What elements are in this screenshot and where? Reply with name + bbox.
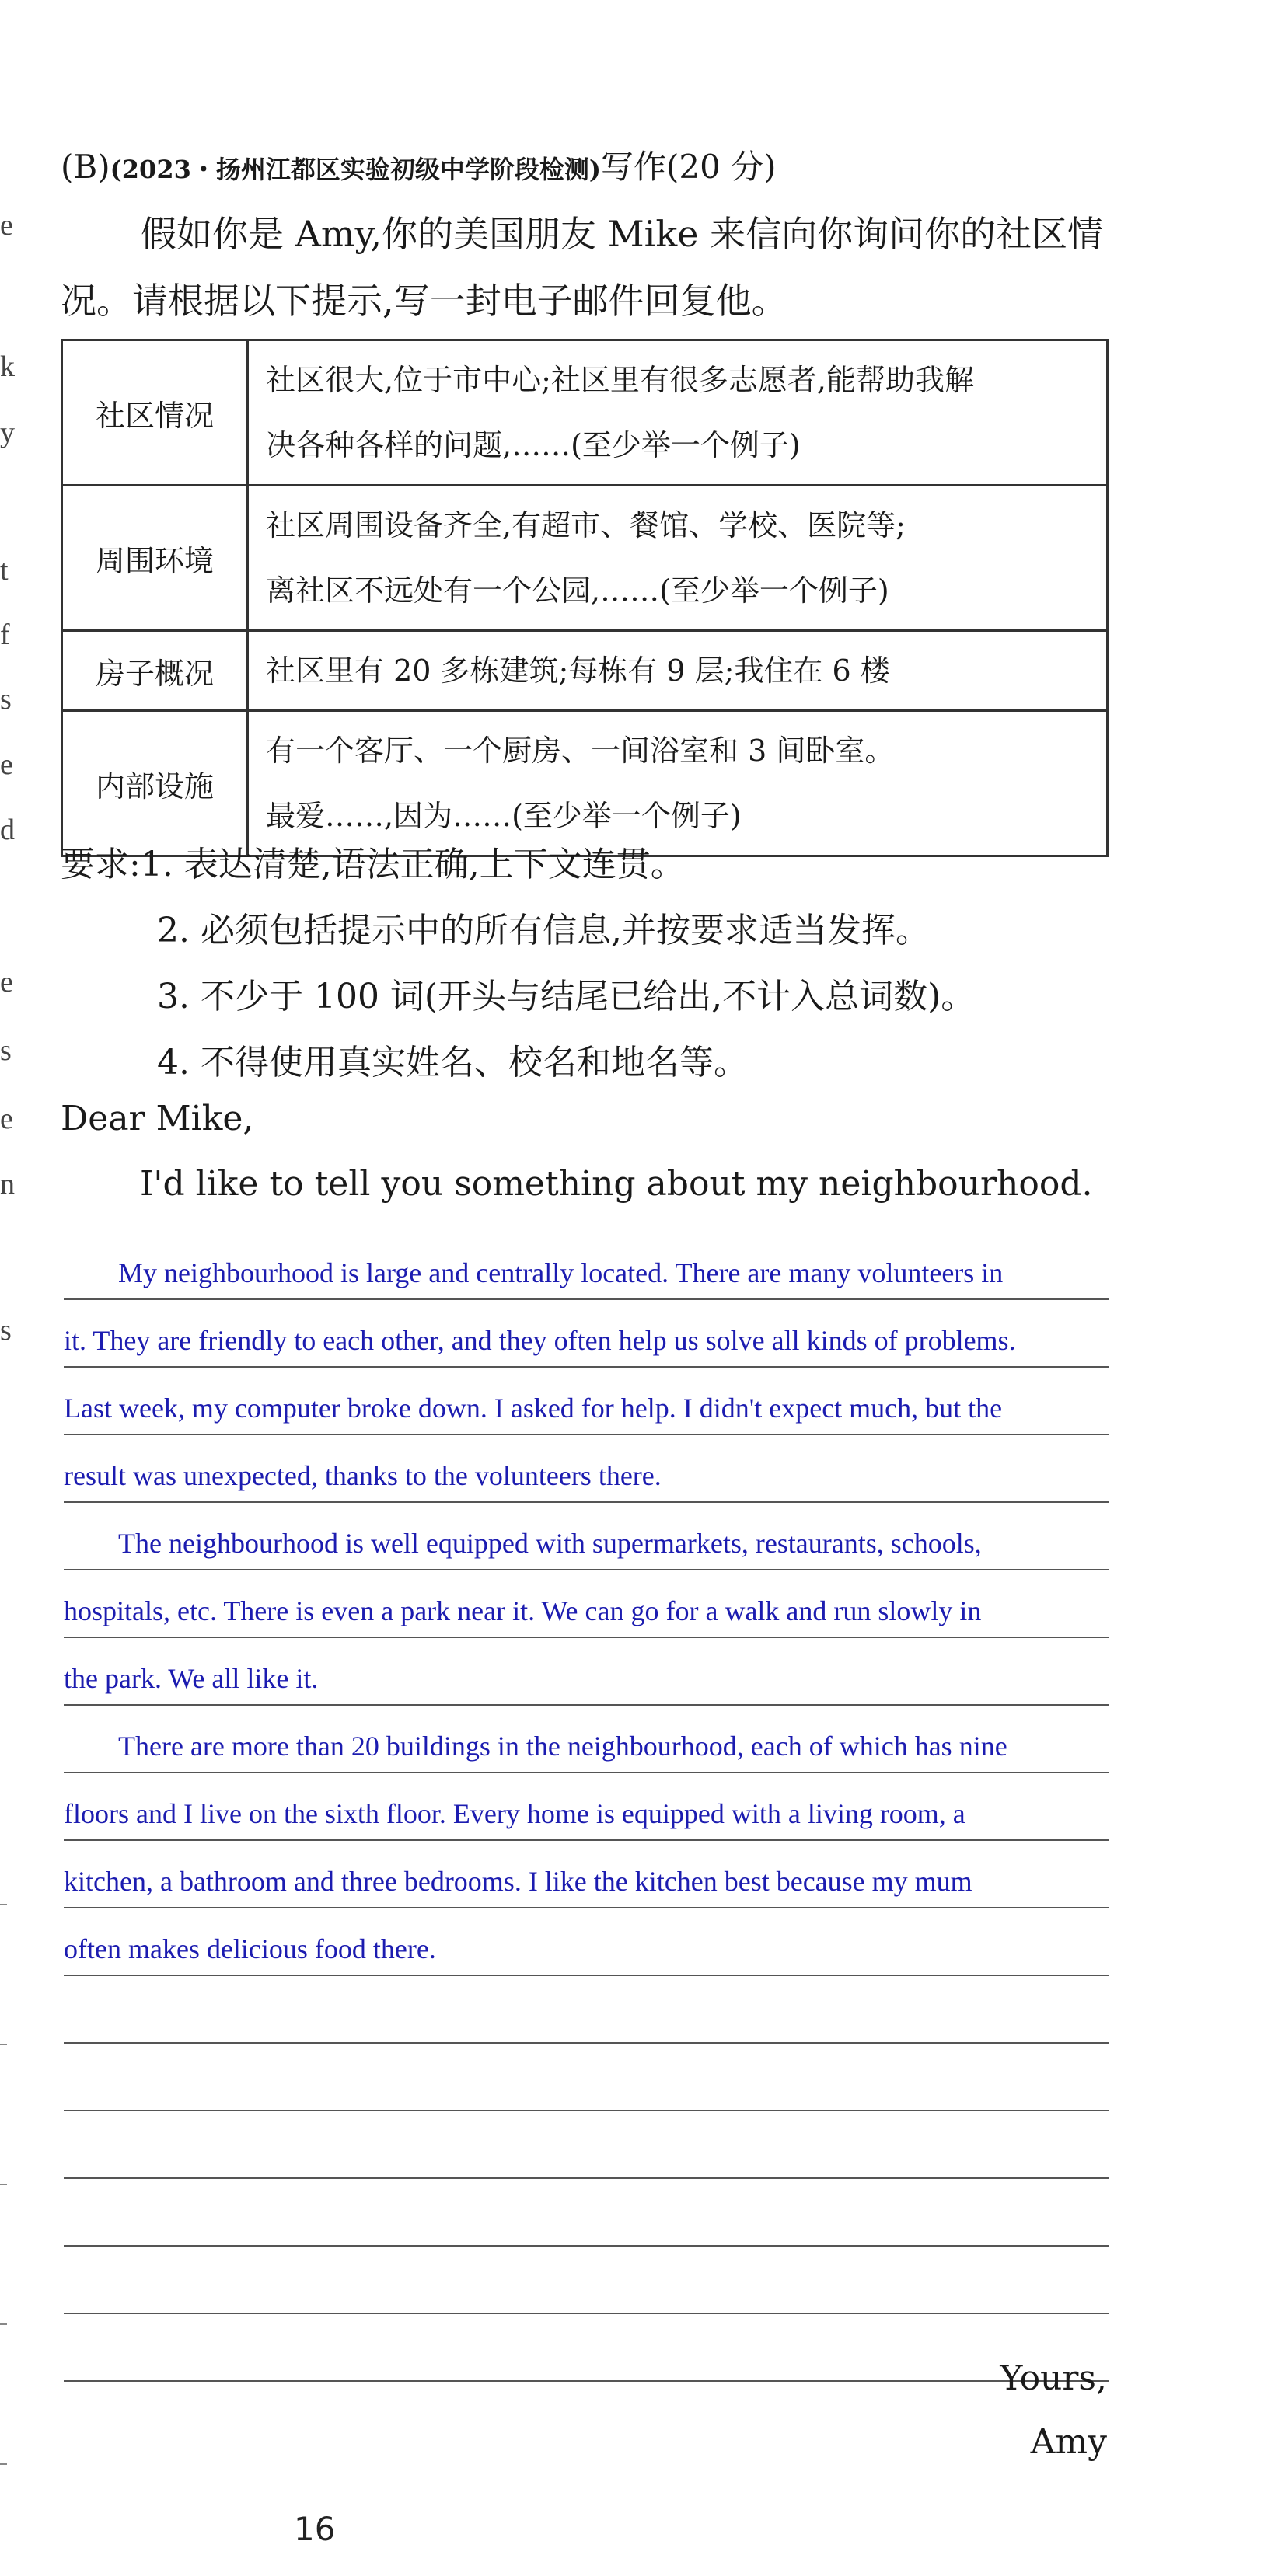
answer-line bbox=[64, 1638, 1109, 1706]
requirements-label: 要求: bbox=[61, 845, 141, 884]
bleed-line-mark bbox=[0, 2184, 7, 2185]
requirement-item: 3. 不少于 100 词(开头与结尾已给出,不计入总词数)。 bbox=[157, 977, 976, 1016]
answer-line bbox=[64, 1368, 1109, 1435]
answer-line bbox=[64, 1570, 1109, 1638]
answer-text: There are more than 20 buildings in the neighbourhood, each of which has nine bbox=[118, 1731, 1007, 1762]
bleed-line-mark bbox=[0, 2044, 7, 2045]
bleed-letter: y bbox=[0, 417, 15, 449]
answer-line-blank bbox=[64, 2111, 1109, 2179]
answer-line-blank bbox=[64, 2314, 1109, 2382]
answer-line bbox=[64, 1908, 1109, 1976]
hint-line: 最爱……,因为……(至少举一个例子) bbox=[266, 799, 742, 833]
hint-row-content bbox=[248, 486, 1108, 631]
question-title bbox=[61, 141, 777, 188]
answer-line-blank bbox=[64, 2044, 1109, 2111]
answer-line bbox=[64, 1435, 1109, 1503]
letter-closing bbox=[1000, 2347, 1107, 2474]
answer-text: hospitals, etc. There is even a park near it. We can go for a walk and run slowly in bbox=[64, 1595, 982, 1626]
answer-line bbox=[64, 1773, 1109, 1841]
answer-text: Last week, my computer broke down. I asked for help. I didn't expect much, but the bbox=[64, 1393, 1003, 1424]
hint-table bbox=[61, 339, 1109, 857]
bleed-line-mark bbox=[0, 2463, 7, 2465]
answer-text: result was unexpected, thanks to the volunteers there. bbox=[64, 1460, 662, 1491]
answer-line-blank bbox=[64, 1976, 1109, 2044]
task-instructions: 假如你是 Amy,你的美国朋友 Mike 来信向你询问你的社区情况。请根据以下提示,写一封电子邮件回复他。 bbox=[61, 213, 1104, 322]
signature: Amy bbox=[1030, 2422, 1107, 2462]
hint-row-header: 房子概况 bbox=[62, 631, 248, 711]
hint-row bbox=[62, 486, 1108, 631]
answer-line bbox=[64, 1300, 1109, 1368]
bleed-letter: e bbox=[0, 209, 13, 242]
question-label: (B) bbox=[61, 148, 110, 186]
bleed-letter: s bbox=[0, 1034, 12, 1067]
hint-row-header: 周围环境 bbox=[62, 486, 248, 631]
bleed-letter: s bbox=[0, 1314, 12, 1347]
hint-line: 社区很大,位于市中心;社区里有很多志愿者,能帮助我解 bbox=[266, 363, 974, 397]
answer-line bbox=[64, 1841, 1109, 1908]
hint-row bbox=[62, 631, 1108, 711]
answer-line bbox=[64, 1232, 1109, 1300]
answer-line bbox=[64, 1503, 1109, 1570]
hint-line: 决各种各样的问题,……(至少举一个例子) bbox=[266, 428, 801, 462]
bleed-letter: e bbox=[0, 1103, 13, 1135]
answer-line-blank bbox=[64, 2179, 1109, 2247]
hint-row bbox=[62, 340, 1108, 486]
bleed-letter: d bbox=[0, 814, 15, 846]
requirement-item bbox=[61, 831, 975, 898]
bleed-letter: n bbox=[0, 1168, 15, 1201]
hint-row-header: 内部设施 bbox=[62, 711, 248, 856]
hint-line: 社区里有 20 多栋建筑;每栋有 9 层;我住在 6 楼 bbox=[266, 654, 890, 688]
hint-row-header: 社区情况 bbox=[62, 340, 248, 486]
page-number: 16 bbox=[294, 2510, 336, 2548]
requirements bbox=[61, 831, 975, 1096]
bleed-line-mark bbox=[0, 2323, 7, 2325]
bleed-letter: f bbox=[0, 619, 10, 651]
question-type: 写作(20 分) bbox=[601, 148, 777, 186]
answer-text: floors and I live on the sixth floor. Every home is equipped with a living room, a bbox=[64, 1798, 965, 1829]
letter-opening: I'd like to tell you something about my neighbourhood. bbox=[140, 1164, 1093, 1204]
question-source: (2023・扬州江都区实验初级中学阶段检测) bbox=[110, 155, 601, 184]
hint-row-content bbox=[248, 340, 1108, 486]
closing-phrase: Yours, bbox=[1000, 2358, 1107, 2398]
previous-page-bleed bbox=[0, 0, 16, 2576]
answer-line-blank bbox=[64, 2247, 1109, 2314]
bleed-letter: t bbox=[0, 554, 9, 587]
requirement-item: 4. 不得使用真实姓名、校名和地名等。 bbox=[157, 1043, 748, 1082]
hint-line: 离社区不远处有一个公园,……(至少举一个例子) bbox=[266, 573, 889, 608]
answer-line bbox=[64, 1706, 1109, 1773]
hint-line: 社区周围设备齐全,有超市、餐馆、学校、医院等; bbox=[266, 508, 906, 542]
answer-lines bbox=[64, 1232, 1109, 2382]
bleed-line-mark bbox=[0, 1904, 7, 1905]
answer-text: The neighbourhood is well equipped with supermarkets, restaurants, schools, bbox=[118, 1528, 982, 1559]
answer-text: the park. We all like it. bbox=[64, 1663, 319, 1694]
requirement-text: 1. 表达清楚,语法正确,上下文连贯。 bbox=[140, 845, 685, 884]
hint-line: 有一个客厅、一个厨房、一间浴室和 3 间卧室。 bbox=[266, 734, 895, 768]
bleed-letter: e bbox=[0, 966, 13, 999]
bleed-letter: k bbox=[0, 350, 15, 383]
letter-salutation: Dear Mike, bbox=[61, 1099, 254, 1138]
requirement-item: 2. 必须包括提示中的所有信息,并按要求适当发挥。 bbox=[157, 911, 930, 950]
bleed-letter: e bbox=[0, 748, 13, 781]
answer-text: kitchen, a bathroom and three bedrooms. I like the kitchen best because my mum bbox=[64, 1866, 972, 1897]
answer-text: often makes delicious food there. bbox=[64, 1933, 436, 1964]
bleed-letter: s bbox=[0, 683, 12, 716]
hint-row-content bbox=[248, 631, 1108, 711]
answer-text: it. They are friendly to each other, and they often help us solve all kinds of problems. bbox=[64, 1325, 1016, 1356]
answer-text: My neighbourhood is large and centrally located. There are many volunteers in bbox=[118, 1257, 1004, 1288]
